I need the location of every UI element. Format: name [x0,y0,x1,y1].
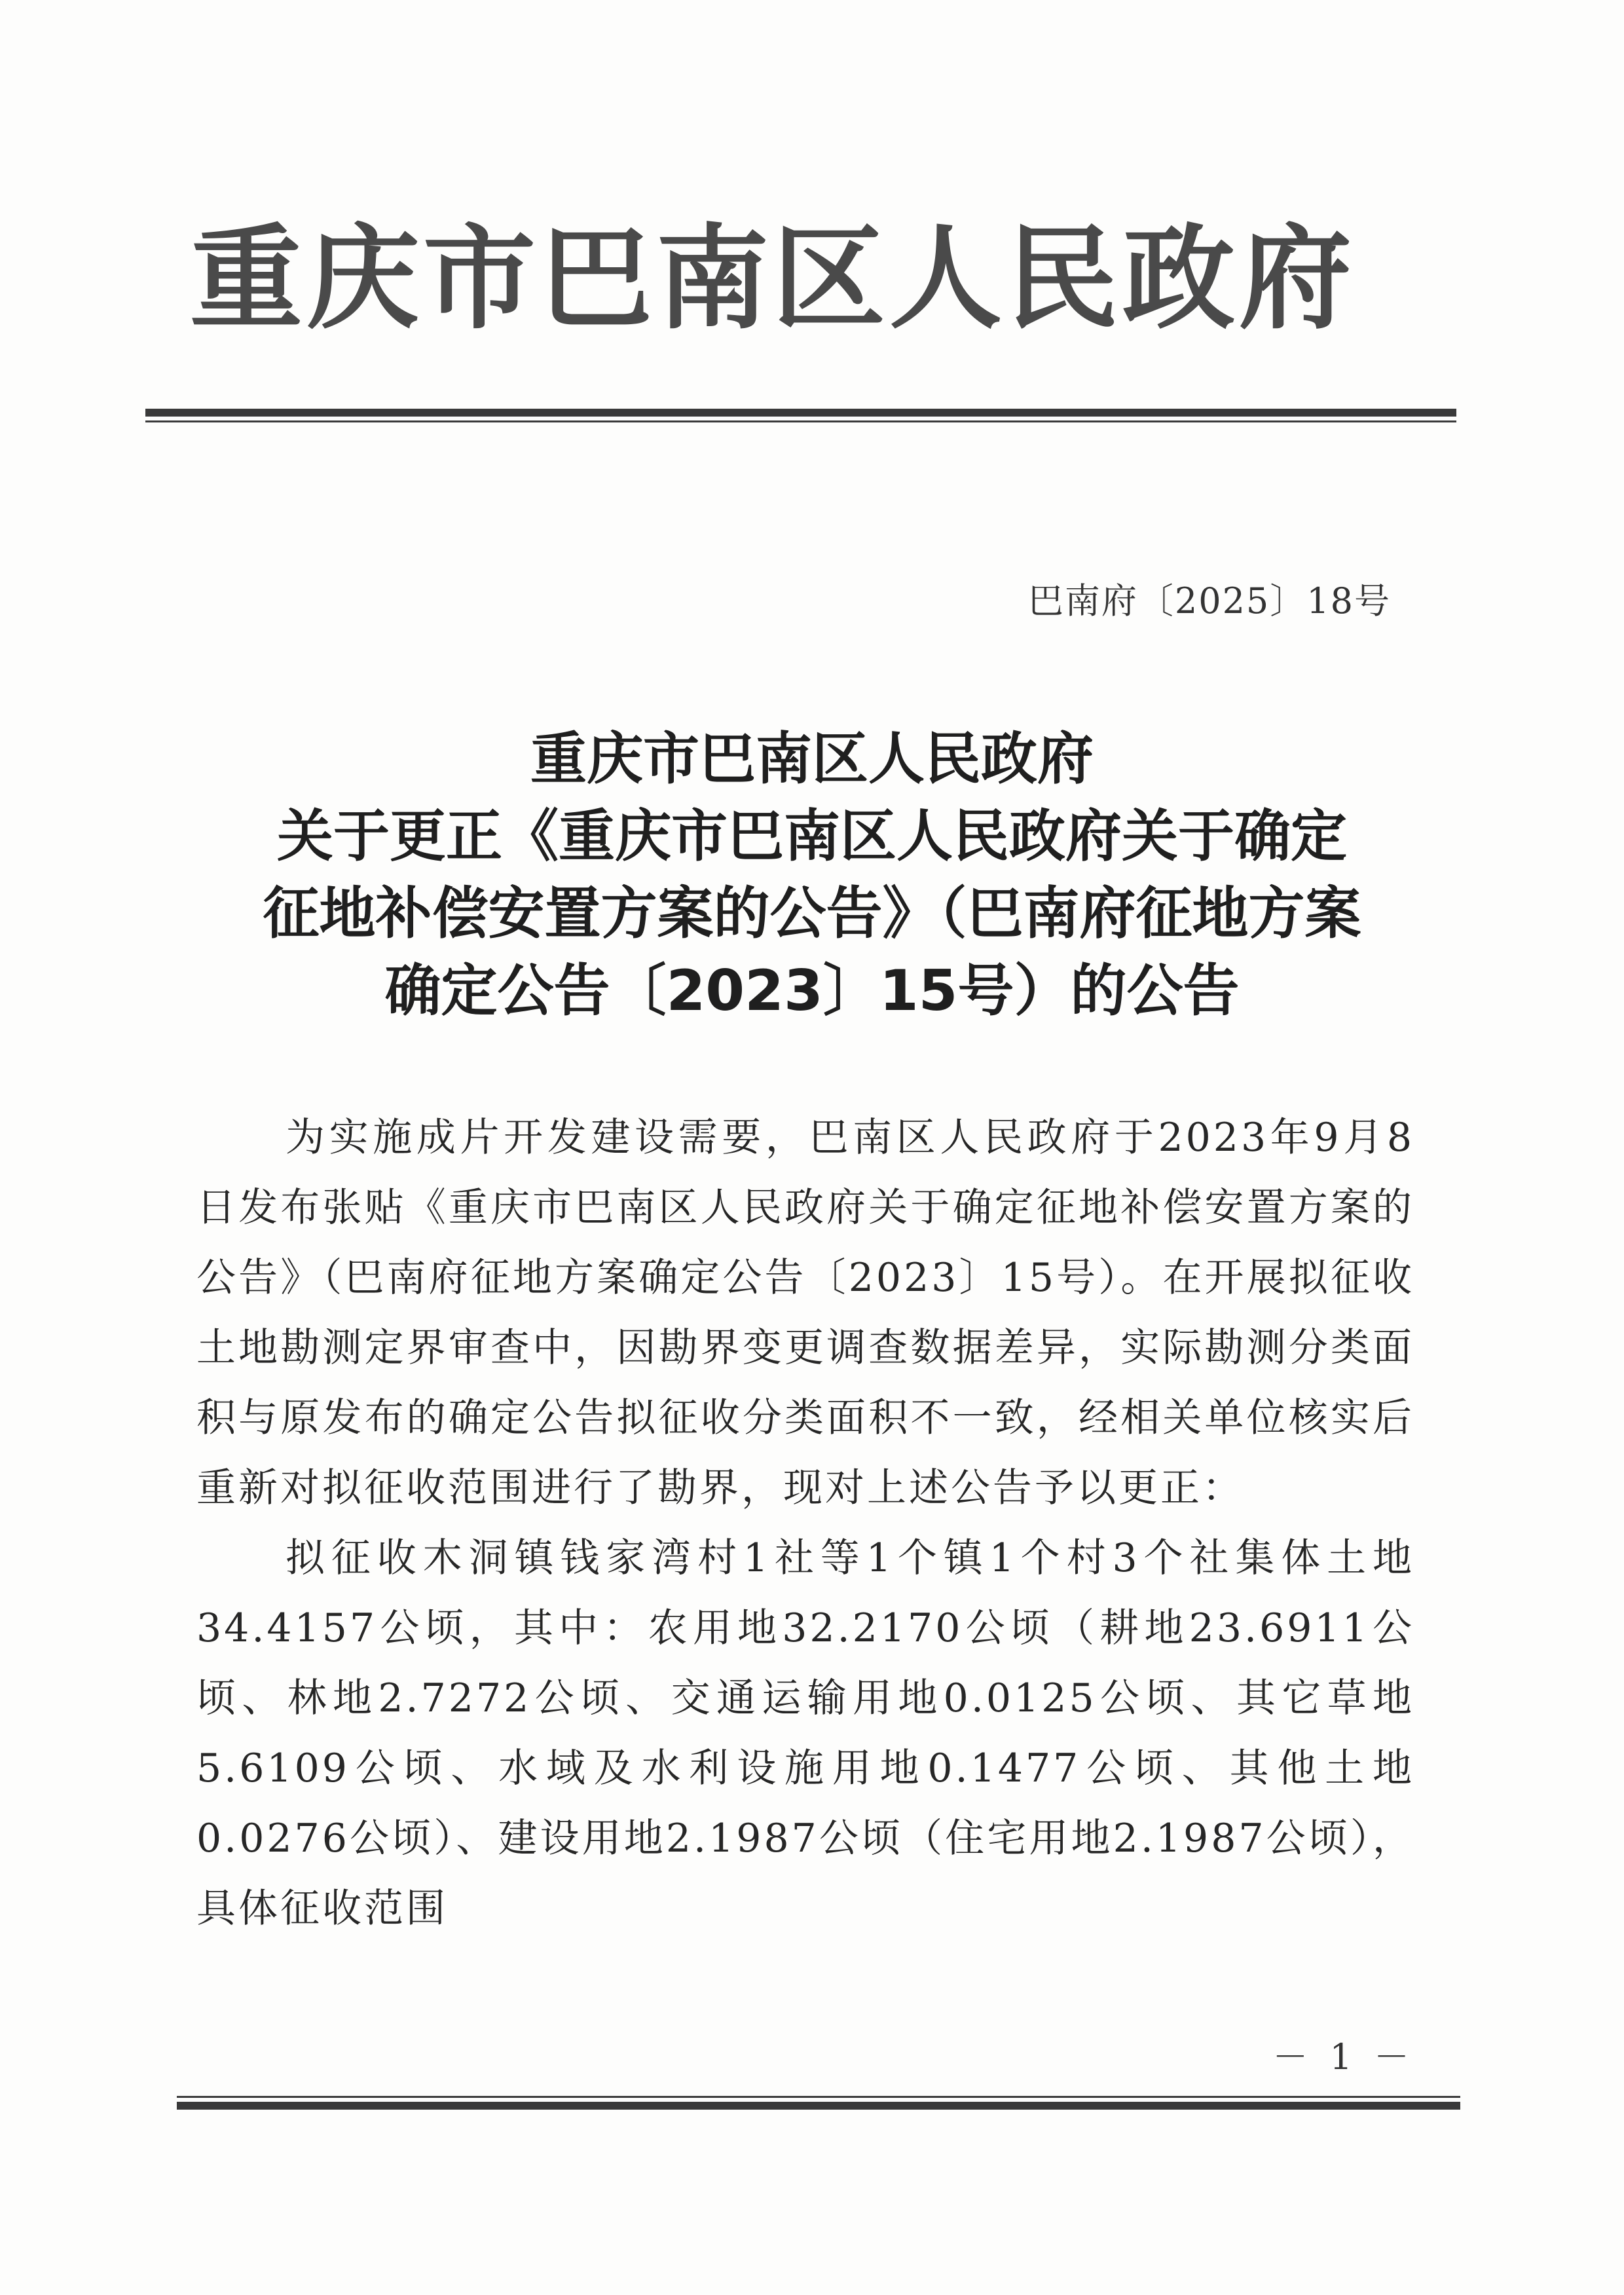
footer-divider [177,2096,1460,2110]
document-title [157,720,1467,1030]
title-line: 重庆市巴南区人民政府 [530,726,1094,792]
masthead-title: 重庆市巴南区人民政府 [190,213,1356,345]
masthead-divider [145,409,1456,422]
document-number: 巴南府〔2025〕18号 [1027,580,1391,622]
document-body [196,1103,1414,1944]
title-line: 征地补偿安置方案的公告》（巴南府征地方案 [263,881,1361,946]
title-line: 关于更正《重庆市巴南区人民政府关于确定 [277,804,1347,869]
page-number: － 1 － [1272,2036,1414,2078]
body-paragraph: 为实施成片开发建设需要，巴南区人民政府于2023年9月8日发布张贴《重庆市巴南区人民政府关于确定征地补偿安置方案的公告》（巴南府征地方案确定公告〔2023〕15号）。在开展拟征收土地勘测定界审查中，因勘界变更调查数据差异，实际勘测分类面积与原发布的确定公告拟征收分类面积不一致，经相关单位核实后重新对拟征收范围进行了勘界，现对上述公告予以更正： [196,1115,1414,1511]
title-line: 确定公告〔2023〕15号）的公告 [384,958,1240,1024]
body-paragraph: 拟征收木洞镇钱家湾村1社等1个镇1个村3个社集体土地34.4157公顷，其中：农用地32.2170公顷（耕地23.6911公顷、林地2.7272公顷、交通运输用地0.0125公顷、其它草地5.6109公顷、水域及水利设施用地0.1477公顷、其他土地0.0276公顷）、建设用地2.1987公顷（住宅用地2.1987公顷），具体征收范围 [196,1535,1414,1931]
